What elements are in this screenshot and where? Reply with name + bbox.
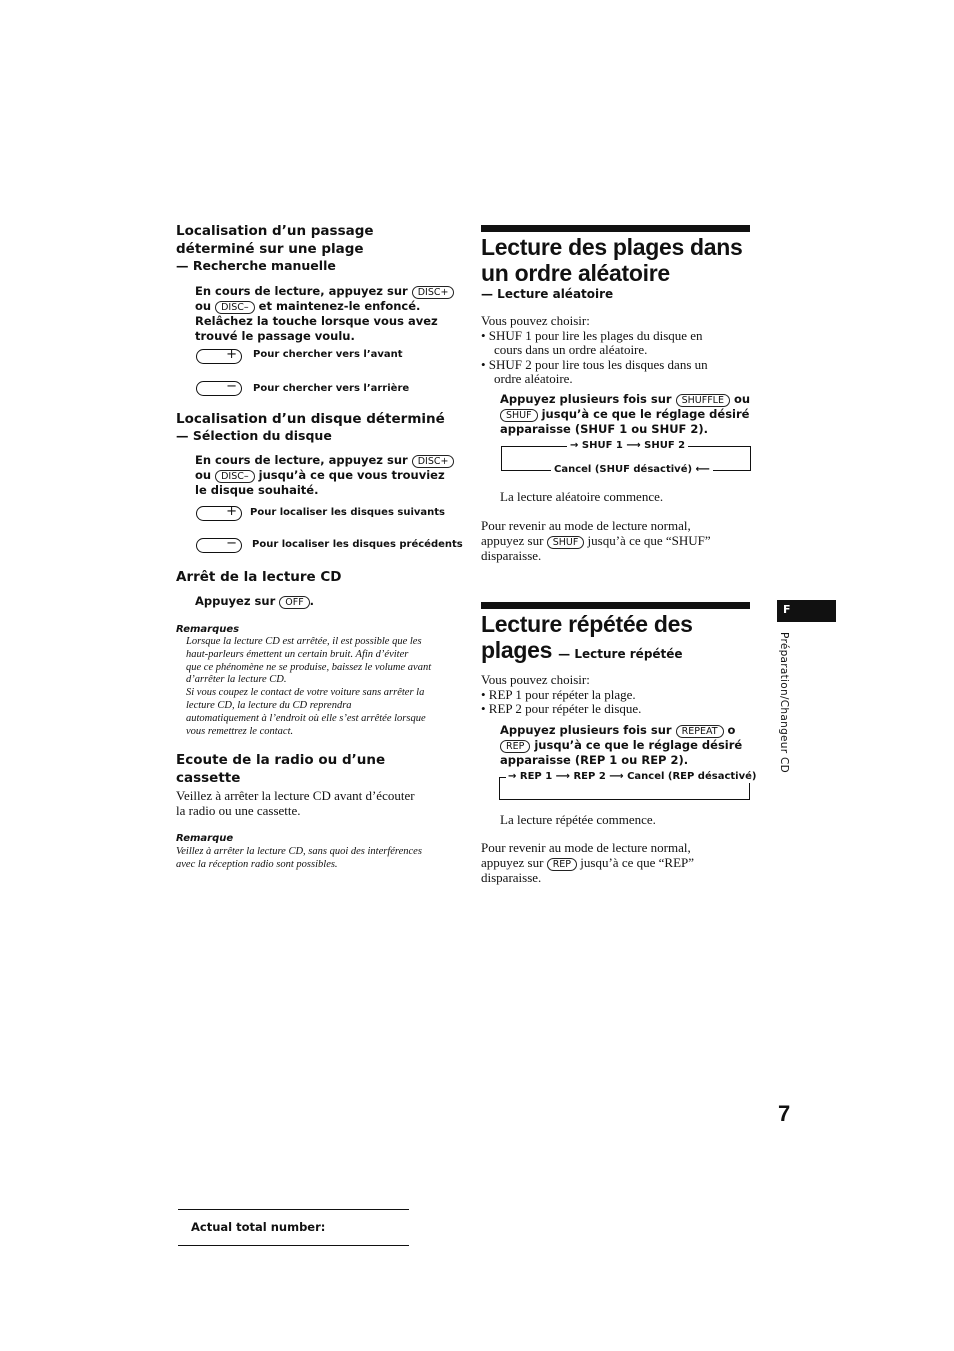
bullet-line: • REP 1 pour répéter la plage.: [481, 686, 636, 702]
instr-text: et maintenez-le enfoncé.: [258, 299, 421, 313]
section-subtitle: — Sélection du disque: [176, 428, 332, 443]
section-title-manual-search: [176, 222, 374, 258]
repeat-options: [481, 673, 751, 717]
body-text: jusqu’à ce que “REP”: [580, 854, 695, 870]
minus-label: Pour localiser les disques précédents: [252, 539, 463, 550]
language-tab: [777, 600, 836, 622]
section-subtitle: — Recherche manuelle: [176, 258, 336, 273]
plus-button-icon: +: [196, 506, 242, 521]
shuffle-result: La lecture aléatoire commence.: [500, 489, 664, 504]
bullet-line: cours dans un ordre aléatoire.: [494, 342, 648, 357]
instr-text: ou: [734, 392, 751, 406]
repeat-title: [481, 611, 693, 663]
body-line: Veillez à arrêter la lecture CD avant d’écouter: [176, 788, 415, 803]
shuffle-flow-bottom: Cancel (SHUF désactivé) ⟵: [551, 463, 713, 476]
body-line: Vous pouvez choisir:: [481, 672, 590, 687]
bullet-line: ordre aléatoire.: [494, 371, 573, 386]
shuffle-return: [481, 519, 751, 563]
plus-label: Pour chercher vers l’avant: [253, 349, 403, 360]
note-line: haut-parleurs émettent un certain bruit. Afin d’éviter: [186, 648, 409, 660]
note-line: d’arrêter la lecture CD.: [186, 674, 287, 686]
instr-text: apparaisse (REP 1 ou REP 2).: [500, 753, 689, 767]
disc-minus-key: DISC–: [215, 301, 255, 314]
plus-label: Pour localiser les disques suivants: [250, 507, 445, 518]
note-line: Veillez à arrêter la lecture CD, sans quoi des interférences: [176, 846, 422, 857]
shuf-key: SHUF: [500, 409, 538, 422]
title-line: un ordre aléatoire: [481, 260, 670, 286]
shuffle-subtitle: — Lecture aléatoire: [481, 287, 614, 301]
shuffle-options: [481, 314, 751, 387]
repeat-result: La lecture répétée commence.: [500, 812, 656, 827]
flow-line: [685, 446, 751, 447]
bullet-line: • SHUF 2 pour lire tous les disques dans un: [481, 356, 708, 372]
note-title: Remarque: [176, 833, 234, 844]
instr-text: Appuyez sur: [195, 594, 276, 608]
body-text: appuyez sur: [481, 854, 544, 870]
instr-text: En cours de lecture, appuyez sur: [195, 453, 408, 467]
body-text: jusqu’à ce que “SHUF”: [587, 532, 711, 548]
rep-key: REP: [500, 740, 530, 753]
note-line: automatiquement à l’endroit où elle s’est arrêtée lorsque: [186, 712, 426, 724]
repeat-key: REPEAT: [676, 725, 724, 738]
footer-bottom-rule: [178, 1245, 409, 1246]
shuf-key: SHUF: [547, 536, 585, 549]
repeat-flow: → REP 1 ⟶ REP 2 ⟶ Cancel (REP désactivé): [508, 771, 757, 782]
title-line: Ecoute de la radio ou d’une: [176, 752, 386, 768]
body-line: Pour revenir au mode de lecture normal,: [481, 518, 691, 533]
title-line: plages: [481, 637, 553, 663]
section-title-radio: [176, 751, 385, 787]
section-bar: [481, 225, 750, 232]
notes-body: [186, 636, 456, 738]
title-line: déterminé sur une plage: [176, 241, 364, 257]
note-line: que ce phénomène ne se produise, baissez le volume avant: [186, 661, 432, 673]
body-line: Pour revenir au mode de lecture normal,: [481, 840, 691, 855]
instr-text: jusqu’à ce que le réglage désiré: [534, 738, 743, 752]
bullet-line: • SHUF 1 pour lire les plages du disque en: [481, 327, 703, 343]
page-number: 7: [778, 1101, 791, 1126]
disc-plus-key: DISC+: [412, 286, 455, 299]
body-line: Vous pouvez choisir:: [481, 313, 590, 328]
side-vertical-label-wrap: [774, 632, 794, 802]
footer-top-rule: [178, 1209, 409, 1210]
section-bar: [481, 602, 750, 609]
repeat-subtitle: — Lecture répétée: [558, 647, 683, 661]
note-line: Lorsque la lecture CD est arrêtée, il est possible que les: [186, 636, 422, 647]
section-title-stop-cd: Arrêt de la lecture CD: [176, 569, 342, 585]
instr-text: o: [727, 723, 736, 737]
repeat-instruction: [500, 723, 755, 768]
shuffle-instruction: [500, 392, 755, 437]
instr-text: jusqu’à ce que vous trouviez: [258, 468, 445, 482]
shuffle-key: SHUFFLE: [676, 394, 730, 407]
note-line: Si vous coupez le contact de votre voiture sans arrêter la: [186, 687, 425, 699]
notes-title: Remarques: [176, 624, 240, 635]
shuffle-title: [481, 234, 743, 286]
title-line: Localisation d’un passage: [176, 223, 374, 239]
instr-text: ou: [195, 468, 212, 482]
note-body: [176, 846, 422, 872]
note-line: avec la réception radio sont possibles.: [176, 858, 338, 870]
minus-label: Pour chercher vers l’arrière: [253, 383, 410, 394]
flow-text: Cancel (SHUF désactivé): [554, 464, 693, 475]
rep-key: REP: [547, 858, 577, 871]
instr-text: Relâchez la touche lorsque vous avez: [195, 314, 438, 328]
title-line: Lecture répétée des: [481, 611, 693, 637]
instr-text: ou: [195, 299, 212, 313]
note-line: vous remettrez le contact.: [186, 725, 294, 737]
title-line: cassette: [176, 770, 241, 786]
minus-button-icon: −: [196, 381, 242, 396]
flow-text: SHUF 1 ⟶ SHUF 2: [581, 440, 686, 451]
instruction-block: [195, 284, 455, 343]
disc-minus-key: DISC–: [215, 470, 255, 483]
note-line: lecture CD, la lecture du CD reprendra: [186, 699, 352, 711]
instr-text: apparaisse (SHUF 1 ou SHUF 2).: [500, 422, 709, 436]
body-line: la radio ou une cassette.: [176, 802, 301, 818]
radio-body: [176, 789, 415, 818]
off-key: OFF: [279, 596, 309, 609]
instr-text: trouvé le passage voulu.: [195, 328, 355, 343]
disc-plus-key: DISC+: [412, 455, 455, 468]
side-vertical-label: Préparation/Changeur CD: [778, 632, 790, 774]
repeat-return: [481, 841, 751, 885]
instr-text: Appuyez plusieurs fois sur: [500, 392, 672, 406]
section-title-disc-select: Localisation d’un disque déterminé: [176, 411, 445, 427]
flow-text: REP 1 ⟶ REP 2 ⟶ Cancel (REP désactivé): [519, 771, 757, 782]
language-tab-letter: F: [783, 603, 791, 616]
body-line: disparaisse.: [481, 869, 542, 885]
shuffle-flow-top: → SHUF 1 ⟶ SHUF 2: [567, 439, 688, 452]
instr-text: jusqu’à ce que le réglage désiré: [541, 407, 750, 421]
instr-text: En cours de lecture, appuyez sur: [195, 284, 408, 298]
body-line: disparaisse.: [481, 547, 542, 563]
instr-text: Appuyez plusieurs fois sur: [500, 723, 672, 737]
minus-button-icon: −: [196, 538, 242, 553]
body-text: appuyez sur: [481, 532, 544, 548]
actual-total-label: Actual total number:: [191, 1220, 326, 1234]
instr-text: le disque souhaité.: [195, 483, 319, 497]
plus-button-icon: +: [196, 349, 242, 364]
title-line: Lecture des plages dans: [481, 234, 743, 260]
bullet-line: • REP 2 pour répéter le disque.: [481, 701, 642, 716]
instruction-block: [195, 453, 455, 498]
instruction-block: [195, 594, 314, 609]
instr-text: .: [309, 594, 315, 608]
